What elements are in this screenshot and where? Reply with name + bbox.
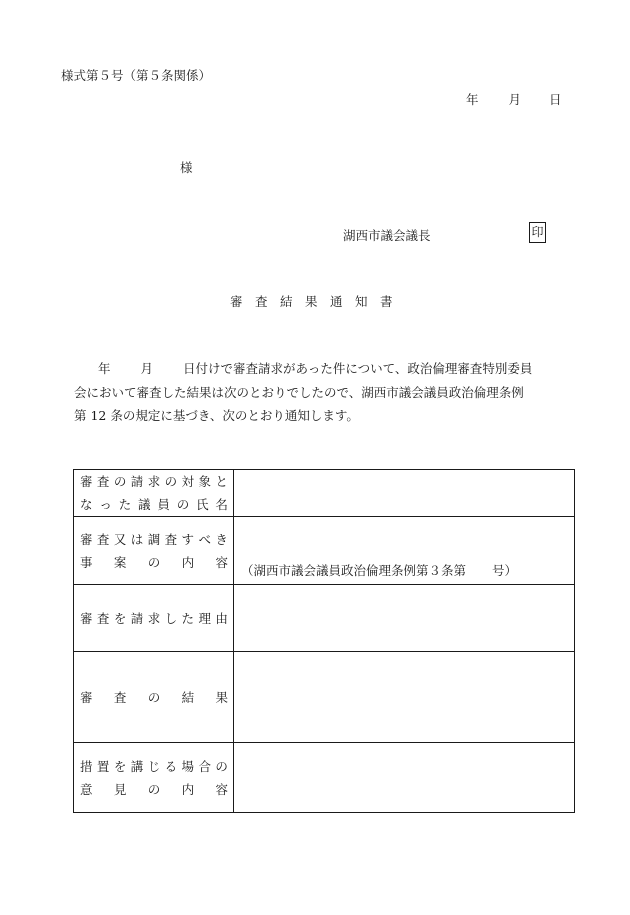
table-row	[74, 470, 575, 517]
body-year: 年	[98, 361, 111, 376]
ordinance-note	[241, 561, 517, 579]
label-line: 審 査 の 結 果	[80, 689, 228, 705]
row-label-case-content	[74, 517, 234, 585]
label-line: 審 査 の 請 求 の 対 象 と	[80, 474, 228, 489]
result-table	[73, 469, 575, 813]
label-line: 審 査 又 は 調 査 す べ き	[80, 531, 228, 547]
row-label-review-result	[74, 652, 234, 743]
table-row	[74, 743, 575, 813]
row-label-measure-opinion	[74, 743, 234, 813]
date-month: 月	[508, 92, 522, 107]
form-number: 様式第５号（第５条関係）	[61, 68, 212, 83]
label-line: 審 査 を 請 求 し た 理 由	[80, 610, 228, 626]
body-text	[74, 357, 564, 428]
label-line: 措 置 を 講 じ る 場 合 の	[80, 758, 228, 774]
label-line: 事 案 の 内 容	[80, 554, 228, 570]
table-row	[74, 517, 575, 585]
label-line: な っ た 議 員 の 氏 名	[80, 497, 228, 512]
table-row	[74, 652, 575, 743]
value-target-member[interactable]	[234, 470, 575, 517]
row-label-target-member	[74, 470, 234, 517]
value-review-result[interactable]	[234, 652, 575, 743]
body-line-1-rest: 日付けで審査請求があった件について、政治倫理審査特別委員	[183, 361, 533, 376]
value-request-reason[interactable]	[234, 585, 575, 652]
body-line-1	[74, 357, 564, 381]
row-label-request-reason	[74, 585, 234, 652]
date-day: 日	[549, 92, 562, 107]
addressee-suffix: 様	[180, 160, 193, 175]
value-case-content[interactable]	[234, 517, 575, 585]
ordinance-note-after: 号）	[492, 563, 518, 578]
seal-mark: 印	[529, 222, 546, 243]
body-month: 月	[140, 361, 154, 376]
value-measure-opinion[interactable]	[234, 743, 575, 813]
label-line: 意 見 の 内 容	[80, 781, 228, 797]
body-line-3: 第 12 条の規定に基づき、次のとおり通知します。	[74, 408, 359, 423]
date-year: 年	[466, 92, 479, 107]
date-line	[466, 90, 562, 108]
body-line-2: 会において審査した結果は次のとおりでしたので、湖西市議会議員政治倫理条例	[74, 384, 524, 400]
sender-name: 湖西市議会議長	[343, 228, 431, 243]
ordinance-note-before: （湖西市議会議員政治倫理条例第３条第	[241, 563, 467, 578]
document-title: 審査結果通知書	[230, 294, 406, 309]
table-row	[74, 585, 575, 652]
